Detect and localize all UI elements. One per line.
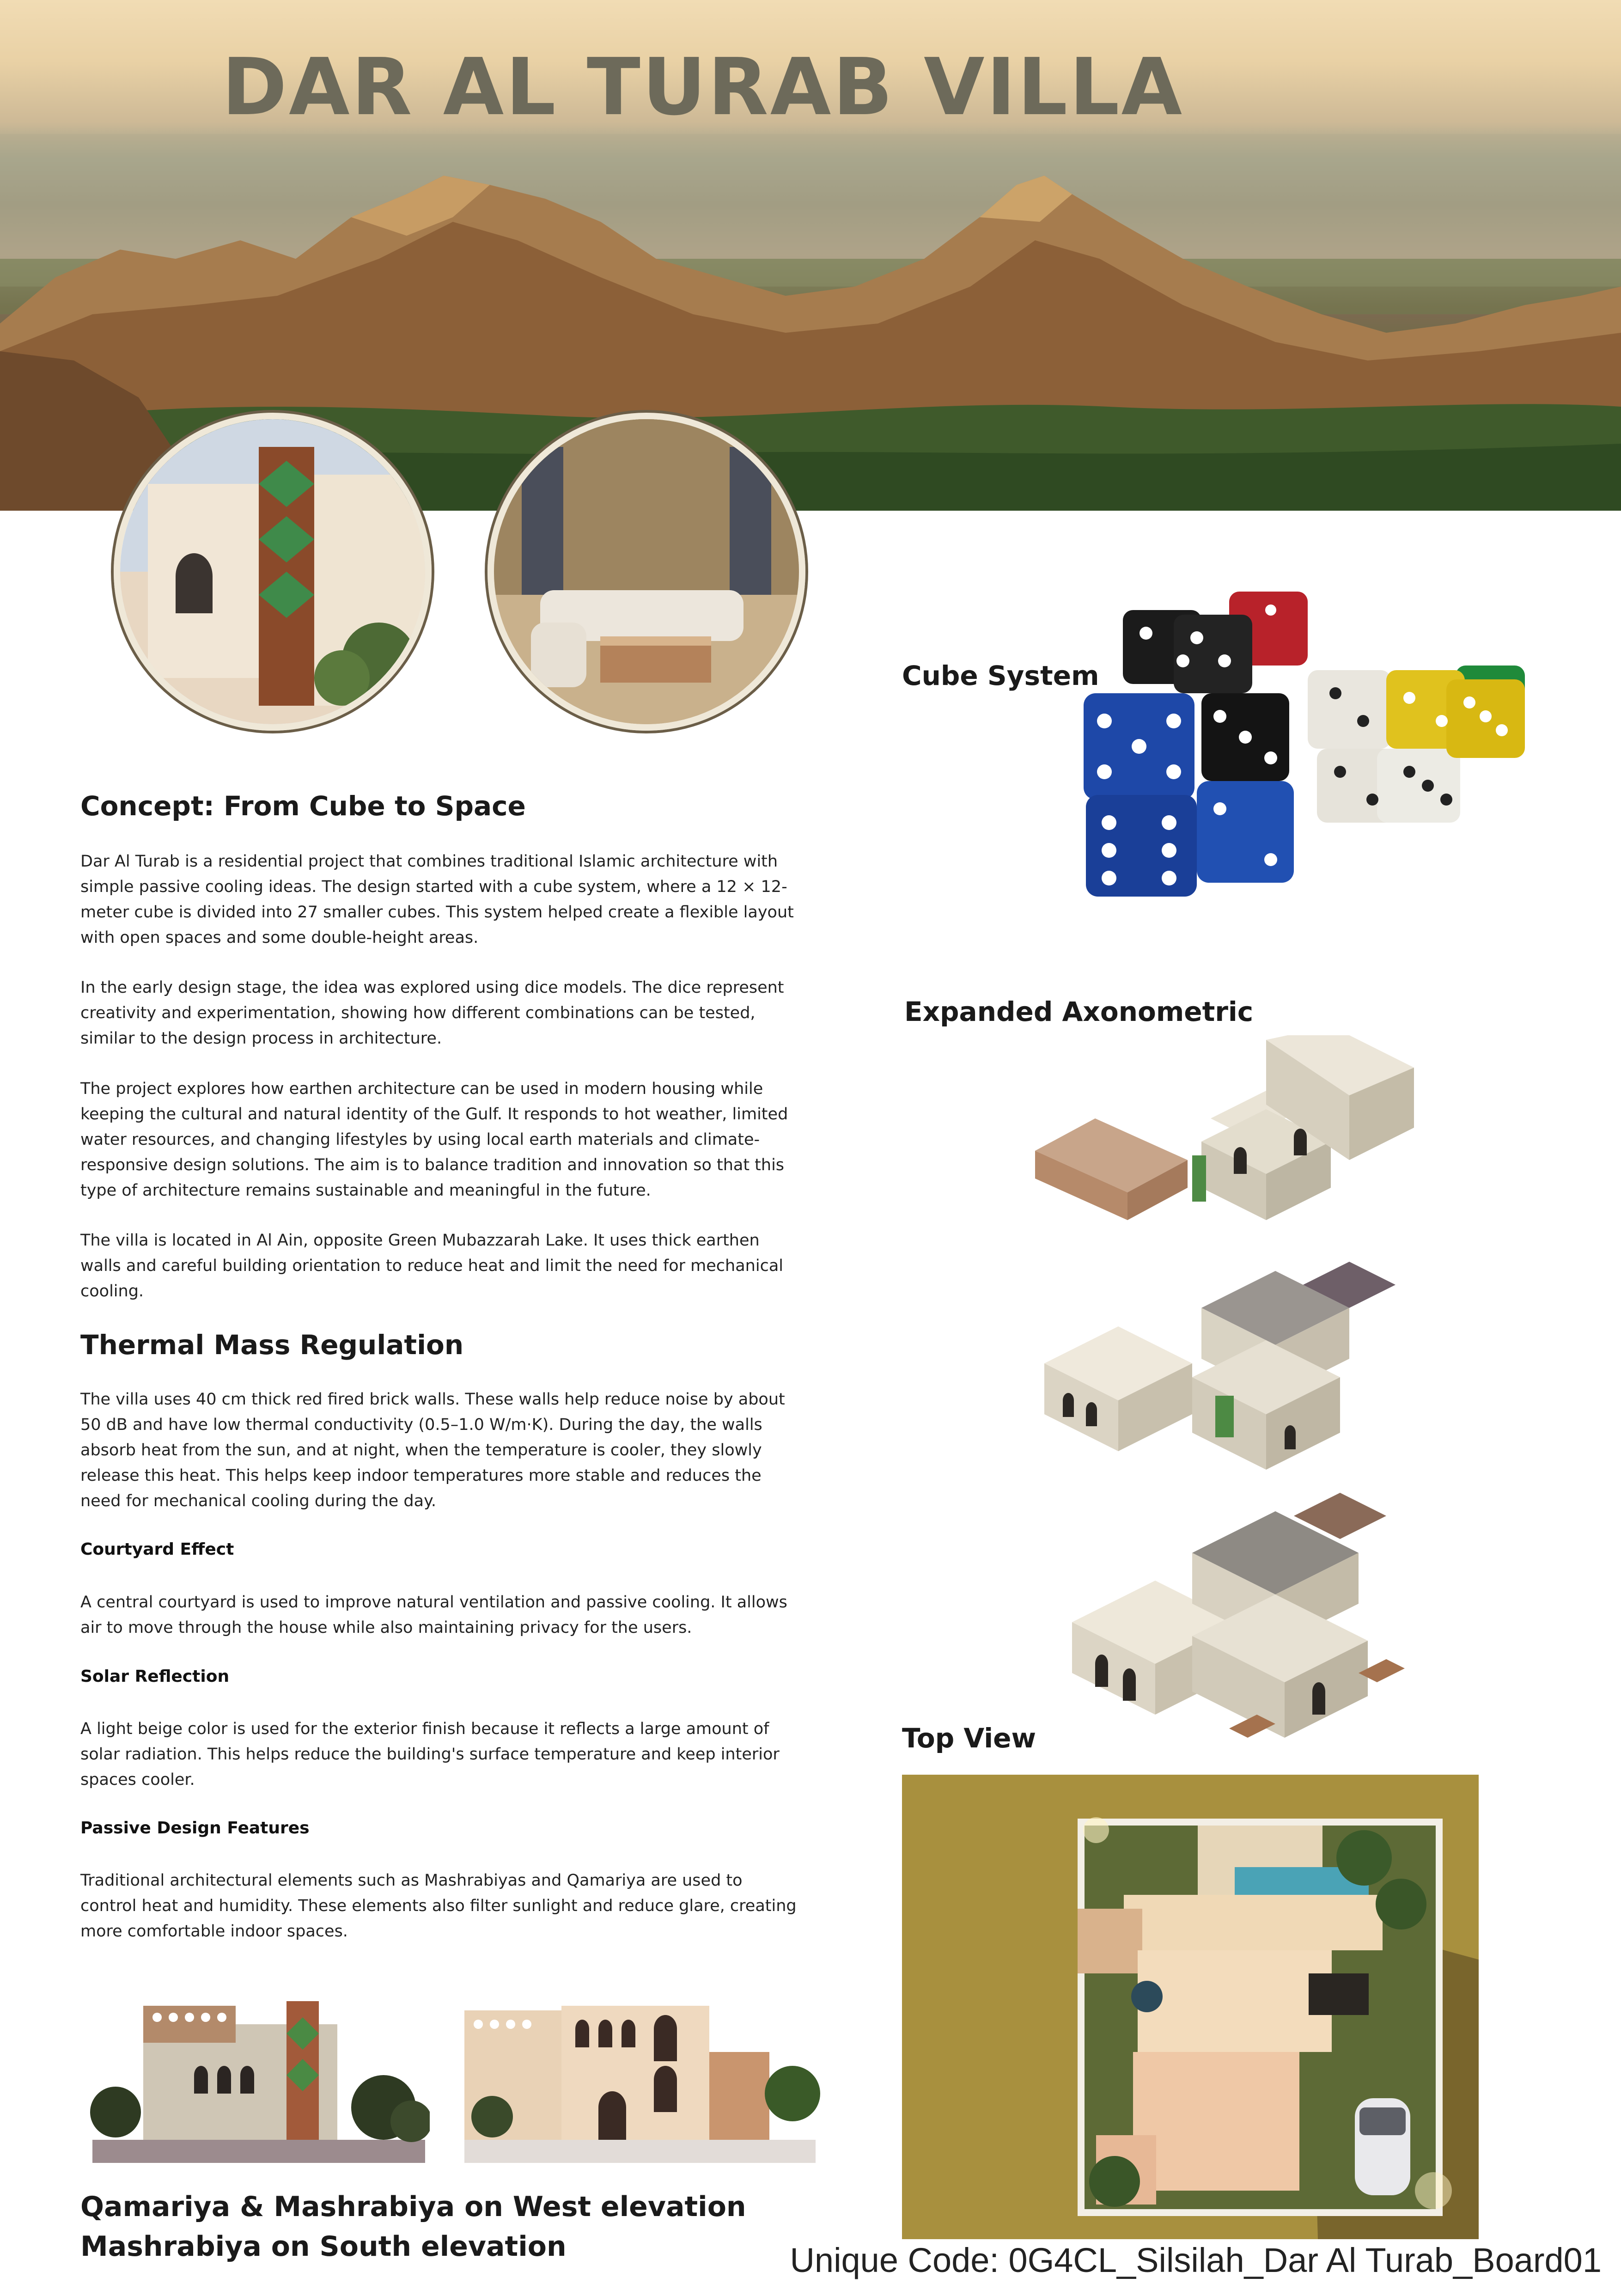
axonometric-illustration [1035, 1035, 1423, 1742]
concept-paragraph-4: The villa is located in Al Ain, opposite Green Mubazzarah Lake. It uses thick earthen walls and careful building orientation to reduce heat and limit the need for mechanical cooling. [80, 1231, 783, 1301]
dice-cube-system-image [1077, 582, 1562, 906]
passive-heading: Passive Design Features [80, 1819, 310, 1838]
concept-paragraph-1: Dar Al Turab is a residential project that combines traditional Islamic architecture with simple passive cooling ideas. The design started with a cube system, where a 12 × 12-meter cube is divided into 27 smaller cubes. This system helped create a flexible layout with open spaces and some double-height areas. [80, 852, 794, 947]
top-view-image [902, 1775, 1479, 2239]
exterior-render-illustration [120, 419, 425, 724]
unique-code: Unique Code: 0G4CL_Silsilah_Dar Al Turab_Board01 [790, 2241, 1602, 2279]
solar-paragraph: A light beige color is used for the exterior finish because it reflects a large amount of solar radiation. This helps reduce the building's surface temperature and keep interior spaces cooler. [80, 1720, 780, 1789]
courtyard-paragraph: A central courtyard is used to improve natural ventilation and passive cooling. It allows air to move through the house while also maintaining privacy for the users. [80, 1593, 787, 1637]
solar-heading: Solar Reflection [80, 1667, 230, 1686]
courtyard-heading: Courtyard Effect [80, 1540, 234, 1559]
south-elevation-image [460, 1997, 820, 2163]
cube-system-label: Cube System [902, 660, 1099, 691]
passive-paragraph: Traditional architectural elements such as Mashrabiyas and Qamariya are used to control heat and humidity. These elements also filter sunlight and reduce glare, creating more comfortable indoor spaces. [80, 1871, 797, 1941]
interior-living-room-render [488, 413, 805, 731]
west-elevation-image [88, 1997, 430, 2163]
interior-render-illustration [494, 419, 799, 724]
south-elevation-illustration [460, 1997, 820, 2163]
site-plan-illustration [902, 1775, 1479, 2239]
thermal-paragraph: The villa uses 40 cm thick red fired brick walls. These walls help reduce noise by about 50 dB and have low thermal conductivity (0.5–1.0 W/m·K). During the day, the walls absorb heat from the sun, and at night, when the temperature is cooler, they slowly release this heat. This helps keep indoor temperatures more stable and reduces the need for mechanical cooling during the day. [80, 1390, 785, 1510]
concept-paragraph-3: The project explores how earthen architecture can be used in modern housing while keeping the cultural and natural identity of the Gulf. It responds to hot weather, limited water resources, and changing lifestyles by using local earth materials and climate-responsive design solutions. The aim is to balance tradition and innovation so that this type of architecture remains sustainable and meaningful in the future. [80, 1080, 788, 1200]
exterior-courtyard-render [114, 413, 432, 731]
page-title: DAR AL TURAB VILLA [222, 42, 1184, 133]
concept-paragraph-2: In the early design stage, the idea was explored using dice models. The dice represent creativity and experimentation, showing how different combinations can be tested, similar to the design process in architecture. [80, 978, 784, 1048]
west-elevation-illustration [88, 1997, 430, 2163]
expanded-axonometric-label: Expanded Axonometric [904, 996, 1254, 1027]
top-view-label: Top View [902, 1722, 1036, 1754]
thermal-heading: Thermal Mass Regulation [80, 1329, 464, 1361]
concept-heading: Concept: From Cube to Space [80, 790, 526, 822]
elevation-caption-west: Qamariya & Mashrabiya on West elevation [80, 2191, 746, 2223]
dice-illustration [1077, 582, 1562, 906]
expanded-axonometric-image [1035, 1035, 1423, 1742]
elevation-caption-south: Mashrabiya on South elevation [80, 2230, 567, 2263]
